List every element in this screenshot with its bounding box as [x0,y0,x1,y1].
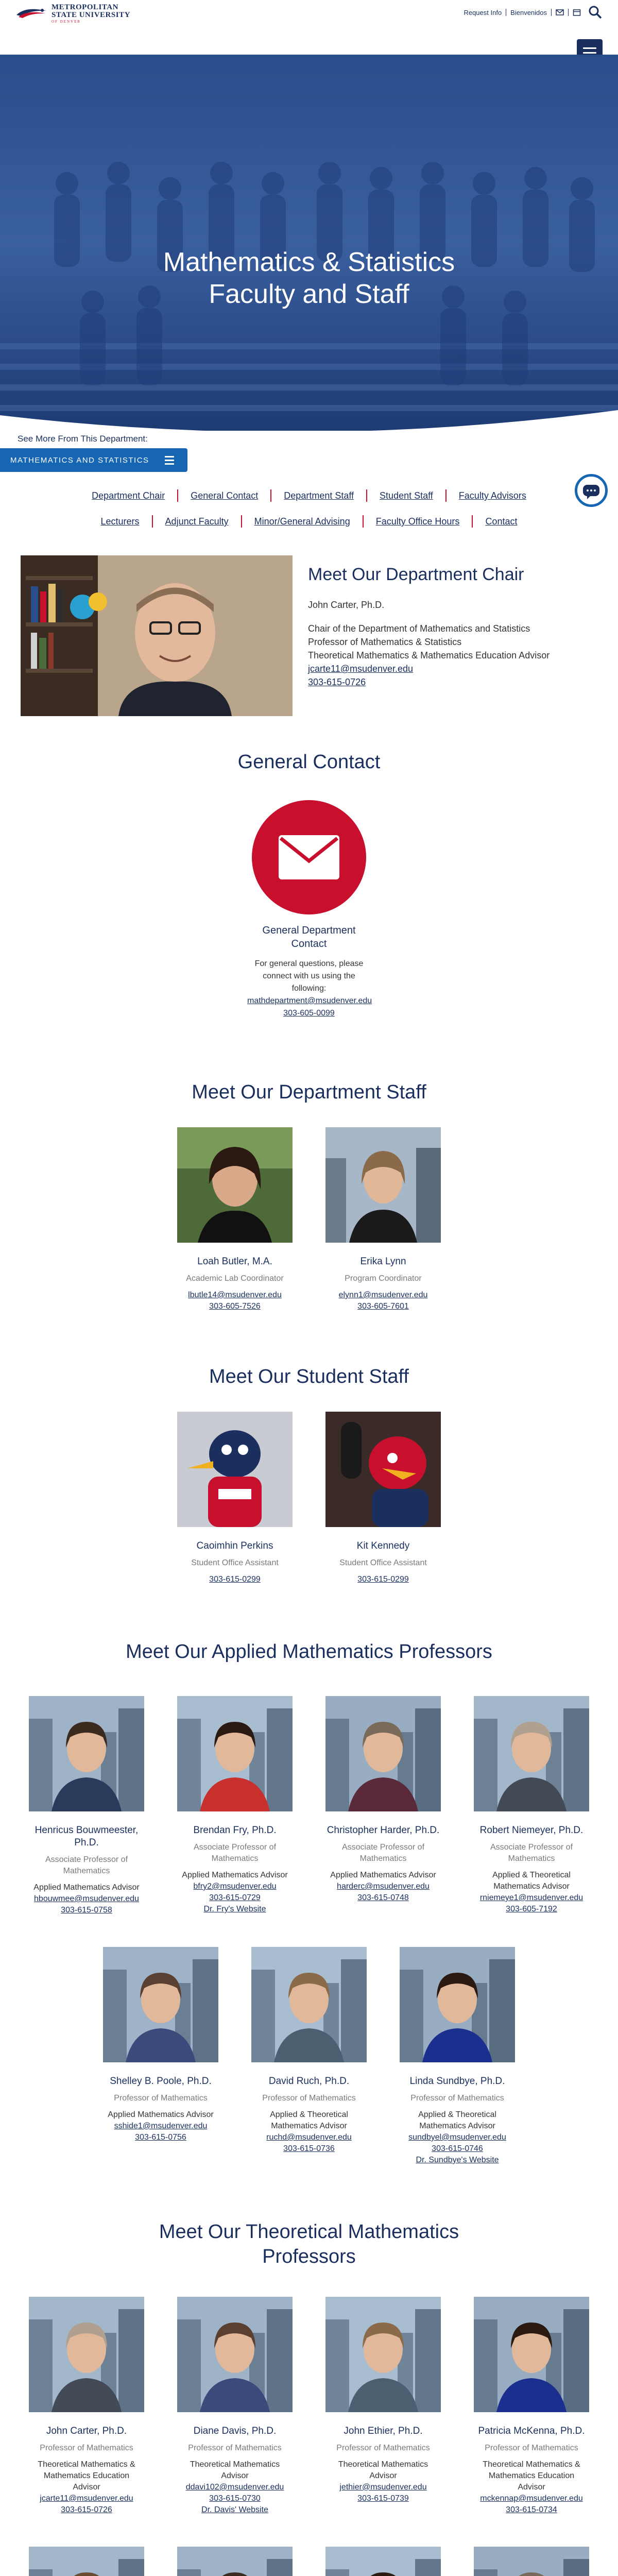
person-phone[interactable]: 303-615-0299 [357,1575,409,1584]
page-title [0,246,618,310]
roadrunner-logo-icon [15,6,47,21]
general-contact-section [0,751,618,1020]
university-logo[interactable] [15,4,130,24]
person-title: Program Coordinator [345,1274,422,1283]
chair-line1: Chair of the Department of Mathematics and Statistics [308,623,530,634]
person-phone[interactable]: 303-615-0748 [357,1893,409,1902]
site-header [0,0,618,27]
person-title: Professor of Mathematics [485,2444,578,2452]
faculty-card [177,2297,293,2516]
person-name: Erika Lynn [360,1256,406,1267]
person-email[interactable]: mckennap@msudenver.edu [480,2494,583,2503]
person-title: Professor of Mathematics [410,2094,504,2103]
person-title: Associate Professor of Mathematics [341,1843,425,1863]
faculty-card [103,1947,218,2166]
faculty-card [325,1696,441,1916]
faculty-photo [474,2547,589,2576]
person-advisor-role: Applied Mathematics Advisor [330,1871,436,1879]
link-department-chair[interactable]: Department Chair [92,490,165,501]
person-name: Linda Sundbye, Ph.D. [409,2076,505,2087]
person-name: John Carter, Ph.D. [46,2426,127,2436]
chair-name: John Carter, Ph.D. [308,600,385,610]
person-advisor-role: Theoretical Mathematics & Mathematics Education Advisor [38,2460,135,2492]
chat-bubble-icon [583,485,599,496]
faculty-photo [325,1696,441,1811]
person-advisor-role: Theoretical Mathematics Advisor [338,2460,428,2480]
title-line1: Mathematics & Statistics [163,247,455,277]
general-contact-desc: For general questions, please connect with us using the following: [254,959,364,993]
envelope-icon [279,835,339,879]
list-icon [165,456,174,465]
see-more-section [0,434,618,472]
chair-line3: Theoretical Mathematics & Mathematics Education Advisor [308,650,550,660]
person-name: Henricus Bouwmeester, Ph.D. [35,1825,139,1848]
person-advisor-role: Theoretical Mathematics Advisor [190,2460,280,2480]
logo-line2: STATE UNIVERSITY [52,10,130,19]
faculty-card [177,1696,293,1916]
faculty-photo [29,2547,144,2576]
department-select-label: MATHEMATICS AND STATISTICS [10,455,149,465]
link-contact[interactable]: Contact [472,515,529,528]
person-email[interactable]: bfry2@msudenver.edu [193,1882,277,1891]
staff-card [325,1127,441,1312]
person-phone[interactable]: 303-615-0746 [432,2144,483,2153]
faculty-photo [251,1947,367,2062]
person-phone[interactable]: 303-615-0739 [357,2494,409,2503]
person-name: Loah Butler, M.A. [197,1256,272,1267]
link-department-staff[interactable]: Department Staff [270,489,366,502]
person-email[interactable]: sundbyel@msudenver.edu [408,2133,506,2142]
faculty-card [325,2297,441,2516]
quick-links [31,489,587,528]
general-contact-phone[interactable]: 303-605-0099 [283,1009,335,1018]
person-title: Academic Lab Coordinator [186,1274,284,1283]
person-website-link[interactable]: Dr. Fry's Website [203,1905,266,1913]
person-email[interactable]: harderc@msudenver.edu [337,1882,430,1891]
logo-line1: METROPOLITAN [52,3,118,11]
person-phone[interactable]: 303-605-7192 [506,1905,557,1913]
faculty-photo [474,1696,589,1811]
person-name: John Ethier, Ph.D. [344,2426,423,2436]
student-heading: Meet Our Student Staff [209,1366,409,1387]
person-title: Student Office Assistant [339,1558,427,1567]
person-email[interactable]: sshide1@msudenver.edu [114,2122,208,2130]
faculty-photo [177,1696,293,1811]
person-phone[interactable]: 303-615-0734 [506,2505,557,2514]
faculty-card [29,2547,144,2576]
title-line2: Faculty and Staff [209,279,409,309]
utility-nav [464,5,603,20]
staff-list [15,1127,603,1343]
student-photo [325,1412,441,1527]
faculty-photo [29,2297,144,2412]
person-title: Professor of Mathematics [114,2094,208,2103]
calendar-icon[interactable] [573,9,581,16]
person-name: Robert Niemeyer, Ph.D. [479,1825,583,1836]
person-title: Professor of Mathematics [262,2094,356,2103]
person-title: Professor of Mathematics [40,2444,133,2452]
chat-button[interactable] [575,474,608,507]
search-icon[interactable] [588,5,603,20]
faculty-card [251,1947,367,2166]
link-lecturers[interactable]: Lecturers [100,516,140,527]
staff-card [177,1127,293,1312]
person-advisor-role: Applied Mathematics Advisor [182,1871,288,1879]
logo-wordmark [52,4,130,24]
see-more-label: See More From This Department: [18,434,148,444]
faculty-card [29,2297,144,2516]
person-name: Diane Davis, Ph.D. [193,2426,277,2436]
person-email[interactable]: lbutle14@msudenver.edu [188,1291,282,1299]
faculty-photo [325,2547,441,2576]
person-email[interactable]: jcarte11@msudenver.edu [40,2494,133,2503]
link-faculty-advisors[interactable]: Faculty Advisors [445,489,539,502]
person-advisor-role: Applied & Theoretical Mathematics Advisor [492,1871,571,1891]
chair-email-link[interactable]: jcarte11@msudenver.edu [308,664,414,674]
person-title: Student Office Assistant [191,1558,279,1567]
person-name: Brendan Fry, Ph.D. [193,1825,277,1836]
chair-info [308,555,550,716]
person-email[interactable]: ddavi102@msudenver.edu [185,2483,284,2492]
applied-list [15,1696,603,2197]
general-contact-heading: General Contact [237,751,381,773]
person-advisor-role: Theoretical Mathematics & Mathematics Education Advisor [483,2460,580,2492]
faculty-card [474,2547,589,2576]
divider [551,9,552,16]
person-name: Christopher Harder, Ph.D. [327,1825,440,1836]
faculty-photo [177,2547,293,2576]
quick-links-row-2 [31,515,587,528]
link-adjunct-faculty[interactable]: Adjunct Faculty [152,515,241,528]
student-card [325,1412,441,1585]
staff-photo [325,1127,441,1243]
chair-phone-link[interactable]: 303-615-0726 [308,677,366,687]
person-phone[interactable]: 303-605-7601 [357,1302,409,1311]
group-photo [0,55,618,431]
person-advisor-role: Applied & Theoretical Mathematics Advisor [418,2110,496,2130]
contact-circle [252,800,366,914]
faculty-card [325,2547,441,2576]
person-title: Professor of Mathematics [336,2444,430,2452]
divider [568,9,569,16]
mail-icon[interactable] [556,9,564,16]
department-select[interactable] [0,448,187,472]
general-contact-card [247,924,371,1020]
student-card [177,1412,293,1585]
person-advisor-role: Applied Mathematics Advisor [33,1883,140,1892]
person-title: Associate Professor of Mathematics [193,1843,277,1863]
applied-math-section [0,1641,618,2197]
general-contact-title: General Department Contact [262,925,356,950]
person-phone[interactable]: 303-615-0736 [283,2144,335,2153]
person-website-link[interactable]: Dr. Davis' Website [201,2505,268,2514]
link-general-contact[interactable]: General Contact [177,489,270,502]
person-phone[interactable]: 303-615-0726 [61,2505,112,2514]
person-email[interactable]: rniemeye1@msudenver.edu [479,1893,583,1902]
theoretical-math-section [0,2219,618,2576]
person-title: Associate Professor of Mathematics [45,1855,128,1875]
faculty-card [177,2547,293,2576]
person-email[interactable]: hbouwmee@msudenver.edu [34,1894,139,1903]
person-advisor-role: Applied & Theoretical Mathematics Advisor [270,2110,348,2130]
person-name: Caoimhin Perkins [196,1540,273,1551]
person-name: David Ruch, Ph.D. [268,2076,350,2087]
person-phone[interactable]: 303-615-0729 [209,1893,261,1902]
department-staff-section [0,1081,618,1343]
faculty-card [29,1696,144,1916]
staff-photo [177,1127,293,1243]
chair-photo [21,555,293,716]
person-advisor-role: Applied Mathematics Advisor [108,2110,214,2119]
request-info-link[interactable]: Request Info [464,8,502,16]
person-email[interactable]: jethier@msudenver.edu [339,2483,427,2492]
person-phone[interactable]: 303-605-7526 [209,1302,261,1311]
faculty-photo [400,1947,515,2062]
person-title: Associate Professor of Mathematics [490,1843,573,1863]
applied-heading: Meet Our Applied Mathematics Professors [126,1641,492,1663]
faculty-card [474,1696,589,1916]
faculty-photo [29,1696,144,1811]
faculty-photo [474,2297,589,2412]
department-chair-section [0,555,618,716]
person-phone[interactable]: 303-615-0299 [209,1575,261,1584]
person-name: Shelley B. Poole, Ph.D. [110,2076,212,2087]
faculty-photo [325,2297,441,2412]
faculty-card [400,1947,515,2166]
staff-heading: Meet Our Department Staff [192,1081,426,1103]
chair-line2: Professor of Mathematics & Statistics [308,637,462,647]
person-name: Kit Kennedy [356,1540,410,1551]
person-email[interactable]: elynn1@msudenver.edu [338,1291,428,1299]
chair-heading: Meet Our Department Chair [308,565,524,584]
person-website-link[interactable]: Dr. Sundbye's Website [416,2156,499,2164]
person-phone[interactable]: 303-615-0730 [209,2494,261,2503]
student-staff-section [0,1366,618,1616]
student-photo [177,1412,293,1527]
link-student-staff[interactable]: Student Staff [366,489,445,502]
faculty-card [474,2297,589,2516]
link-minor-general-advising[interactable]: Minor/General Advising [241,515,363,528]
person-phone[interactable]: 303-615-0756 [135,2133,186,2142]
hero-banner [0,55,618,431]
person-name: Patricia McKenna, Ph.D. [478,2426,585,2436]
link-faculty-office-hours[interactable]: Faculty Office Hours [363,515,472,528]
faculty-photo [177,2297,293,2412]
theoretical-list [15,2297,603,2576]
logo-line3: OF DENVER [52,19,81,24]
general-contact-email[interactable]: mathdepartment@msudenver.edu [247,996,372,1005]
faculty-photo [103,1947,218,2062]
person-email[interactable]: ruchd@msudenver.edu [266,2133,352,2142]
student-list [15,1412,603,1616]
theoretical-heading: Meet Our Theoretical Mathematics Professors [159,2221,459,2267]
person-phone[interactable]: 303-615-0758 [61,1906,112,1914]
bienvenidos-link[interactable]: Bienvenidos [510,8,547,16]
person-title: Professor of Mathematics [188,2444,282,2452]
quick-links-row-1 [31,489,587,502]
